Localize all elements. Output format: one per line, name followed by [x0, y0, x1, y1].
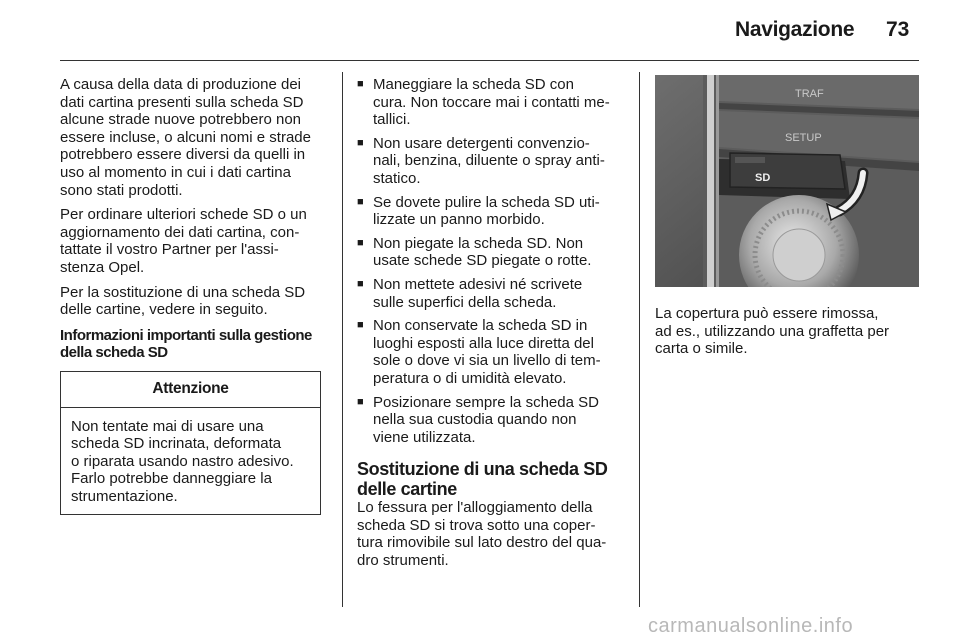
header-rule — [60, 60, 919, 61]
paragraph-order-sd: Per ordinare ulteriori schede SD o un aggiornamento dei dati cartina, con- tattate il vostro Partner per l'assi- stenza Opel. — [60, 206, 307, 276]
page-header — [0, 0, 960, 62]
bullet-item: ■ Maneggiare la scheda SD con cura. Non toccare mai i contatti me- tallici. — [357, 76, 627, 129]
caution-box — [60, 371, 321, 516]
setup-label: SETUP — [785, 132, 822, 144]
paragraph-map-data: A causa della data di produzione dei dati cartina presenti sulla scheda SD alcune strade nuove potrebbero non essere incluse, o alcuni nomi e strade potrebbero essere diversi da quelli in uso al momento in cui i dati cartina sono stati prodotti. — [60, 76, 311, 199]
bullet-item: ■ Posizionare sempre la scheda SD nella sua custodia quando non viene utilizzata. — [357, 394, 627, 447]
watermark-text: carmanualsonline.info — [648, 615, 854, 637]
paragraph-sd-slot-location: Lo fessura per l'alloggiamento della scheda SD si trova sotto una coper- tura rimovibile sul lato destro del qua- dro strumenti. — [357, 499, 607, 570]
bullet-item: ■ Se dovete pulire la scheda SD uti- lizzate un panno morbido. — [357, 194, 627, 229]
photo-caption: La copertura può essere rimossa, ad es., utilizzando una graffetta per carta o simile. — [655, 305, 890, 358]
section-title: Navigazione — [735, 18, 855, 41]
bullet-item: ■ Non conservate la scheda SD in luoghi esposti alla luce diretta del sole o dove vi sia un livello di tem- peratura o di umidità elevato. — [357, 317, 627, 387]
bullet-item: ■ Non usare detergenti convenzio- nali, benzina, diluente o spray anti- statico. — [357, 135, 627, 188]
section-heading-sd-replacement: Sostituzione di una scheda SD delle cartine — [357, 459, 608, 500]
sd-slot-cover-photo — [655, 75, 919, 287]
column-divider-left — [342, 72, 343, 607]
traf-label: TRAF — [795, 88, 824, 100]
caution-text: Non tentate mai di usare una scheda SD incrinata, deformata o riparata usando nastro adesivo. Farlo potrebbe danneggiare la strumentazione. — [71, 417, 294, 505]
column-2 — [357, 76, 627, 577]
column-divider-right — [639, 72, 640, 607]
page-number: 73 — [886, 18, 910, 41]
sd-slot-cover-illustration — [655, 75, 919, 287]
paragraph-replacement-ref: Per la sostituzione di una scheda SD delle cartine, vedere in seguito. — [60, 283, 306, 319]
bullet-item: ■ Non piegate la scheda SD. Non usate schede SD piegate o rotte. — [357, 235, 627, 270]
column-1 — [60, 76, 326, 515]
caution-title: Attenzione — [61, 372, 320, 408]
column-3 — [655, 76, 920, 358]
subheading-sd-handling: Informazioni importanti sulla gestione della scheda SD — [60, 326, 312, 362]
bullet-item: ■ Non mettete adesivi né scrivete sulle superfici della scheda. — [357, 276, 627, 311]
svg-text:SD: SD — [755, 172, 771, 184]
